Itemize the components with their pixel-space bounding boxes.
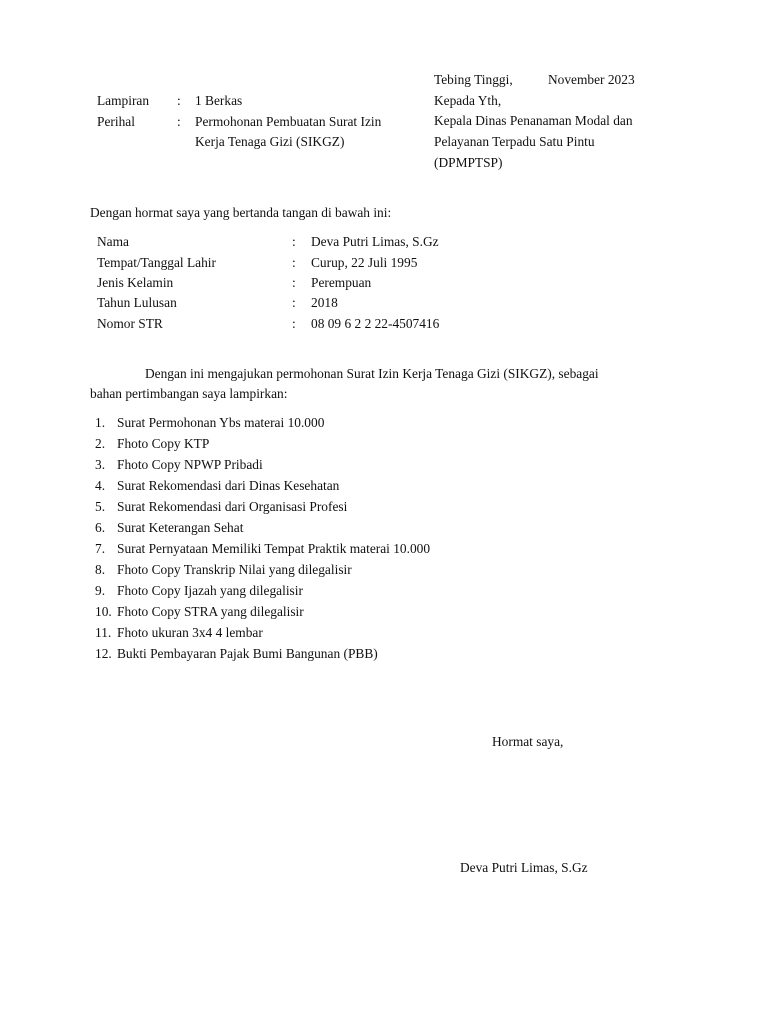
list-item-number: 4.: [95, 478, 106, 493]
list-item-number: 10.: [95, 604, 112, 619]
list-item-text: Fhoto Copy NPWP Pribadi: [117, 457, 263, 472]
bio-colon: :: [292, 234, 296, 249]
bio-row-nomor-str: [0, 316, 768, 336]
lampiran-label: Lampiran: [97, 93, 150, 108]
list-item-text: Fhoto Copy STRA yang dilegalisir: [117, 604, 304, 619]
list-item: [0, 646, 768, 667]
bio-colon: :: [292, 275, 296, 290]
bio-row-ttl: [0, 255, 768, 275]
list-item-text: Fhoto Copy KTP: [117, 436, 210, 451]
perihal-value-line-1: Permohonan Pembuatan Surat Izin: [195, 114, 382, 129]
bio-value: 2018: [311, 295, 338, 310]
list-item-text: Bukti Pembayaran Pajak Bumi Bangunan (PBB): [117, 646, 378, 661]
lampiran-value: 1 Berkas: [195, 93, 243, 108]
list-item: [0, 499, 768, 520]
bio-colon: :: [292, 316, 296, 331]
list-item-text: Surat Pernyataan Memiliki Tempat Praktik materai 10.000: [117, 541, 431, 556]
bio-value: Deva Putri Limas, S.Gz: [311, 234, 439, 249]
list-item-text: Surat Permohonan Ybs materai 10.000: [117, 415, 325, 430]
closing-salutation: Hormat saya,: [492, 734, 564, 749]
list-item: [0, 625, 768, 646]
body-paragraph-line-1: Dengan ini mengajukan permohonan Surat Izin Kerja Tenaga Gizi (SIKGZ), sebagai: [145, 366, 599, 381]
bio-value: 08 09 6 2 2 22-4507416: [311, 316, 440, 331]
list-item: [0, 415, 768, 436]
list-item: [0, 436, 768, 457]
list-item-number: 8.: [95, 562, 106, 577]
bio-label: Tempat/Tanggal Lahir: [97, 255, 216, 270]
perihal-label: Perihal: [97, 114, 135, 129]
lampiran-row: [0, 93, 430, 111]
letter-place: Tebing Tinggi,: [434, 72, 513, 87]
list-item-text: Fhoto Copy Ijazah yang dilegalisir: [117, 583, 303, 598]
list-item: [0, 541, 768, 562]
list-item-number: 12.: [95, 646, 112, 661]
bio-value: Curup, 22 Juli 1995: [311, 255, 418, 270]
list-item-number: 7.: [95, 541, 106, 556]
bio-label: Jenis Kelamin: [97, 275, 174, 290]
list-item-number: 6.: [95, 520, 106, 535]
perihal-colon: :: [177, 114, 181, 129]
list-item-text: Surat Rekomendasi dari Organisasi Profesi: [117, 499, 348, 514]
signer-name: Deva Putri Limas, S.Gz: [460, 860, 588, 875]
list-item-text: Fhoto Copy Transkrip Nilai yang dilegalisir: [117, 562, 352, 577]
bio-label: Nomor STR: [97, 316, 163, 331]
opening-sentence: Dengan hormat saya yang bertanda tangan di bawah ini:: [90, 205, 392, 220]
bio-colon: :: [292, 255, 296, 270]
body-paragraph-line-2: bahan pertimbangan saya lampirkan:: [90, 386, 288, 401]
bio-label: Nama: [97, 234, 129, 249]
list-item-number: 1.: [95, 415, 106, 430]
list-item-number: 5.: [95, 499, 106, 514]
list-item: [0, 478, 768, 499]
list-item-number: 9.: [95, 583, 106, 598]
list-item-number: 2.: [95, 436, 106, 451]
list-item: [0, 562, 768, 583]
list-item-text: Surat Rekomendasi dari Dinas Kesehatan: [117, 478, 340, 493]
letter-date: November 2023: [548, 72, 635, 87]
recipient-line-3: (DPMPTSP): [434, 155, 503, 170]
list-item: [0, 520, 768, 541]
bio-colon: :: [292, 295, 296, 310]
list-item: [0, 604, 768, 625]
list-item-text: Fhoto ukuran 3x4 4 lembar: [117, 625, 263, 640]
recipient-line-2: Pelayanan Terpadu Satu Pintu: [434, 134, 595, 149]
lampiran-colon: :: [177, 93, 181, 108]
list-item: [0, 457, 768, 478]
perihal-value-line-2: Kerja Tenaga Gizi (SIKGZ): [195, 134, 345, 149]
list-item-number: 11.: [95, 625, 112, 640]
list-item-number: 3.: [95, 457, 106, 472]
perihal-row: [0, 114, 430, 154]
bio-row-tahun-lulusan: [0, 295, 768, 315]
bio-row-jenis-kelamin: [0, 275, 768, 295]
bio-row-nama: [0, 234, 768, 254]
bio-label: Tahun Lulusan: [97, 295, 177, 310]
recipient-greeting: Kepada Yth,: [434, 93, 502, 108]
list-item-text: Surat Keterangan Sehat: [117, 520, 244, 535]
recipient-line-1: Kepala Dinas Penanaman Modal dan: [434, 113, 633, 128]
list-item: [0, 583, 768, 604]
bio-value: Perempuan: [311, 275, 372, 290]
